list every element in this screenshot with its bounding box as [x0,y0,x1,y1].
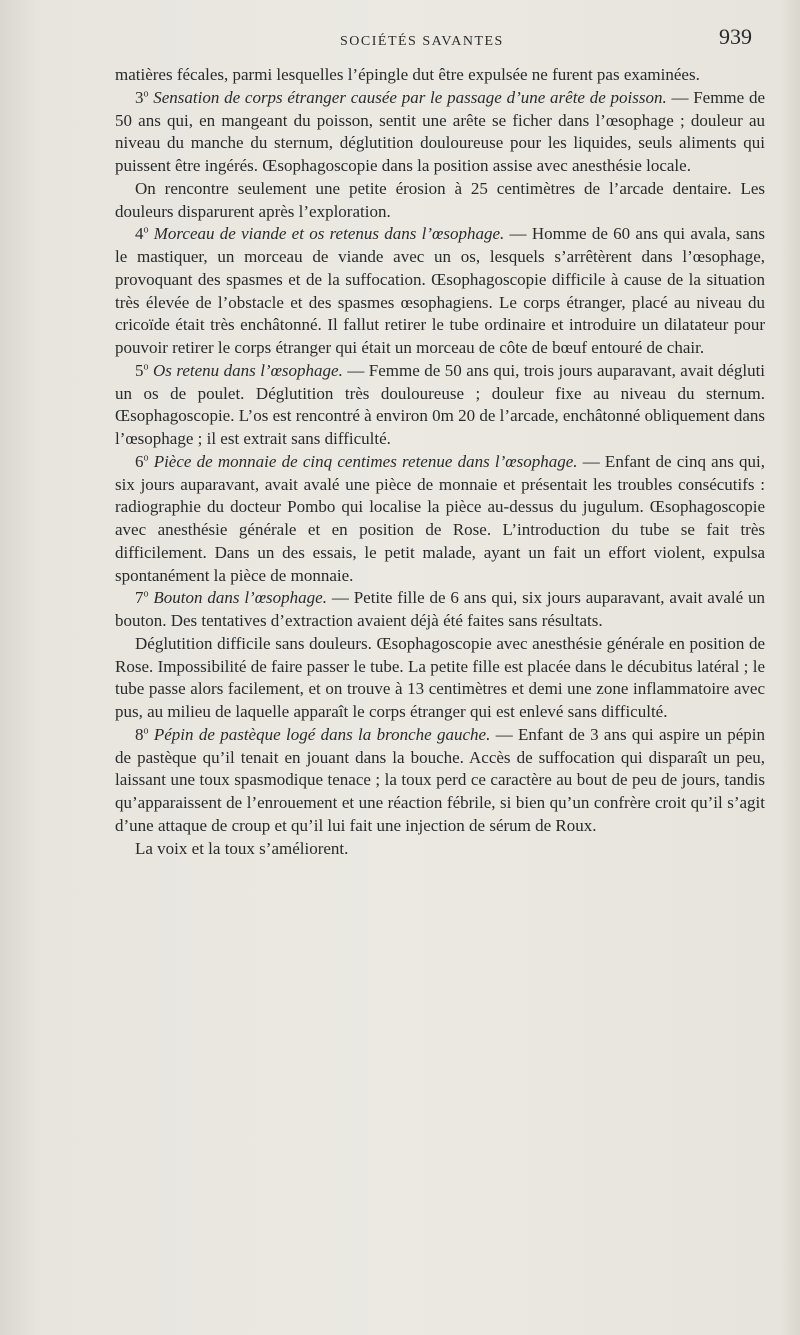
case-number: 3 [135,87,144,107]
page-number: 939 [719,24,752,49]
case-4 [115,223,765,360]
case-text: — Femme de 50 ans qui, trois jours auparavant, avait dégluti un os de poulet. Déglutition très douloureuse ; douleur fixe au niveau du sternum. Œsophagoscopie. L’os est rencontré à environ 0m 20 de l’arcade, enchâtonné obliquement dans l’œsophage ; il est extrait sans difficulté. [115,360,766,448]
paragraph [115,178,765,224]
case-title: Pépin de pastèque logé dans la bronche gauche. [153,724,491,744]
case-text: — Homme de 60 ans qui avala, sans le mastiquer, un morceau de viande avec un os, lesquels s’arrêtèrent dans l’œsophage, provoquant des spasmes et de la suffocation. Œsophagoscopie difficile à cause de la situation très élevée de l’obstacle et des spasmes œsophagiens. Le corps étranger, placé au niveau du cricoïde était très enchâtonné. Il fallut retirer le tube ordinaire et introduire un dilatateur pour pouvoir retirer le corps étranger qui était un morceau de côte de bœuf entouré de chair. [115,224,765,357]
case-text: — Enfant de 3 ans qui aspire un pépin de pastèque qu’il tenait en jouant dans la bouche. Accès de suffocation qui disparaît un peu, laissant une toux spasmodique tenace ; la toux perd ce caractère au bout de peu de jours, tandis qu’apparaissent de l’enrouement et une réaction fébrile, si bien qu’un confrère croit qu’il s’agit d’une attaque de croup et qu’il lui fait une injection de sérum de Roux. [115,724,766,835]
paragraph-text: On rencontre seulement une petite érosion à 25 centimètres de l’arcade dentaire. Les douleurs disparurent après l’exploration. [115,178,765,221]
ordinal-mark: o [143,88,149,100]
case-number: 8 [135,724,144,744]
case-title: Morceau de viande et os retenus dans l’œsophage. [153,224,505,244]
case-6 [115,451,765,588]
ordinal-mark: o [143,725,149,737]
case-5 [115,360,765,451]
ordinal-mark: o [143,452,149,464]
paragraph-text: Déglutition difficile sans douleurs. Œsophagoscopie avec anesthésie générale en position de Rose. Impossibilité de faire passer le tube. La petite fille est placée dans le décubitus latéral ; le tube passe alors facilement, et on trouve à 13 centimètres et demi une zone inflammatoire avec pus, au milieu de laquelle apparaît le corps étranger qui est enlevé sans difficulté. [115,633,765,721]
case-7 [115,587,765,633]
case-number: 6 [135,451,144,471]
case-8 [115,724,765,838]
paragraph [115,838,765,861]
case-3 [115,87,765,178]
case-text: — Petite fille de 6 ans qui, six jours auparavant, avait avalé un bouton. Des tentatives d’extraction avaient déjà été faites sans résultats. [115,588,766,630]
paragraph-text: La voix et la toux s’améliorent. [135,838,349,858]
case-number: 7 [135,588,144,608]
case-number: 5 [135,360,144,380]
ordinal-mark: o [143,588,149,600]
paragraph-text: matières fécales, parmi lesquelles l’épingle dut être expulsée ne furent pas examinées. [115,65,700,84]
page-header [0,24,800,54]
case-title: Os retenu dans l’œsophage. [152,360,343,380]
article-text [115,64,765,860]
case-title: Sensation de corps étranger causée par le passage d’une arête de poisson. [153,87,667,107]
case-text: — Enfant de cinq ans qui, six jours auparavant, avait avalé une pièce de monnaie et présentait les troubles consécutifs : radiographie du docteur Pombo qui localise la pièce au-dessus du jugulum. Œsophagoscopie avec anesthésie générale et en position de Rose. L’introduction du tube se fait très difficilement. Dans un des essais, le petit malade, ayant un fait un effort violent, expulsa spontanément la pièce de monnaie. [115,451,766,585]
case-title: Pièce de monnaie de cinq centimes retenue dans l’œsophage. [153,451,578,471]
paragraph-continuation [115,64,765,87]
paragraph [115,633,765,724]
running-head: SOCIÉTÉS SAVANTES [340,34,504,49]
case-number: 4 [135,224,144,244]
ordinal-mark: o [143,361,149,373]
case-title: Bouton dans l’œsophage. [153,588,327,608]
case-text: — Femme de 50 ans qui, en mangeant du poisson, sentit une arête se ficher dans l’œsophage ; douleur au niveau du manche du sternum, déglutition douloureuse pour les liquides, seuls aliments qui puissent être ingérés. Œsophagoscopie dans la position assise avec anesthésie locale. [115,87,765,175]
ordinal-mark: o [143,224,149,236]
